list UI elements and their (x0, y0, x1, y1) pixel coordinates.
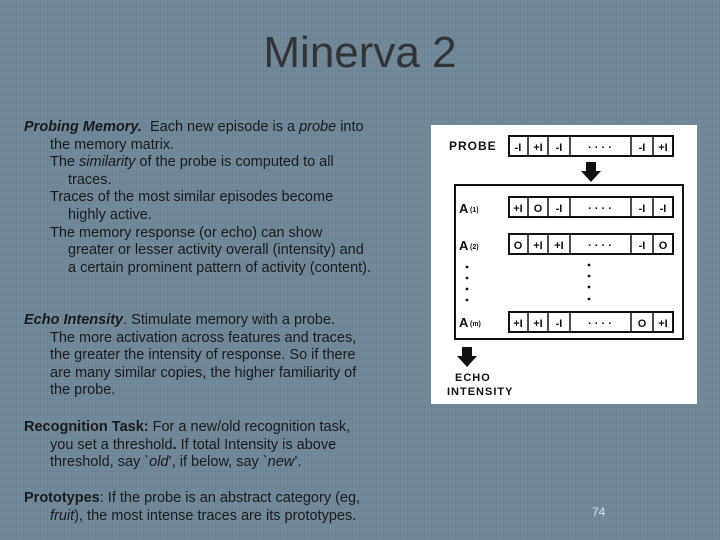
trace-row-1 (459, 197, 673, 217)
echo-intensity-heading: Echo Intensity (24, 312, 124, 328)
probe-arrow-icon (581, 162, 601, 182)
svg-text:+I: +I (533, 240, 543, 252)
trace-m-label: A (459, 315, 469, 330)
probe-cell-6: +I (658, 142, 668, 154)
svg-text:+I: +I (658, 318, 668, 330)
slide-title: Minerva 2 (263, 28, 457, 77)
probe-label: PROBE (449, 139, 497, 153)
svg-text:O: O (513, 240, 523, 252)
trace-2-subscript: (2) (470, 244, 479, 251)
svg-text:· · · ·: · · · · (588, 240, 612, 252)
svg-text:-I: -I (555, 203, 563, 215)
trace-2-label: A (459, 238, 469, 253)
probing-memory-heading: Probing Memory. (24, 119, 142, 135)
svg-text:-I: -I (555, 318, 563, 330)
probing-memory-section: Probing Memory. Each new episode is a probe into the memory matrix. The similarity of the probe is computed to all traces. Traces of the most similar episodes become highly active. The memory response (or echo) can show greater or lesser activity overall (intensity) and a certain prominent pattern of activity (content). (24, 119, 372, 276)
svg-text:-I: -I (659, 203, 667, 215)
probe-cell-dots: · · · · (588, 142, 612, 154)
svg-text:O: O (637, 318, 647, 330)
svg-text:· · · ·: · · · · (588, 318, 612, 330)
recognition-task-heading: Recognition Task: (24, 419, 149, 435)
vertical-ellipsis-icon (466, 264, 591, 302)
echo-intensity-section: Echo Intensity. Stimulate memory with a probe. The more activation across features and traces, the greater the intensity of response. So if there are many similar copies, the higher familiarity of the probe. (24, 312, 357, 399)
echo-label: ECHO (455, 372, 491, 384)
trace-m-subscript: (m) (470, 321, 481, 328)
svg-text:+I: +I (554, 240, 564, 252)
svg-text:O: O (658, 240, 668, 252)
probe-cell-1: -I (514, 142, 522, 154)
svg-text:+I: +I (513, 203, 523, 215)
svg-text:-I: -I (638, 203, 646, 215)
trace-row-2 (459, 234, 673, 254)
prototypes-heading: Prototypes (24, 490, 100, 506)
trace-1-label: A (459, 201, 469, 216)
page-number: 74 (592, 505, 606, 519)
svg-text:O: O (533, 203, 543, 215)
prototypes-section: Prototypes: If the probe is an abstract category (eg, fruit), the most intense traces are its prototypes. (24, 490, 361, 524)
svg-text:+I: +I (513, 318, 523, 330)
probe-cell-3: -I (555, 142, 563, 154)
echo-arrow-icon (457, 347, 477, 367)
probe-cell-2: +I (533, 142, 543, 154)
trace-row-m (459, 312, 673, 332)
recognition-task-section: Recognition Task: For a new/old recognition task, you set a threshold. If total Intensity is above threshold, say `old’, if below, say `new’. (24, 419, 351, 471)
minerva-diagram (431, 125, 697, 404)
probe-row (509, 136, 673, 156)
minerva-diagram-svg (431, 125, 697, 404)
intensity-label: INTENSITY (447, 386, 514, 398)
svg-text:· · · ·: · · · · (588, 203, 612, 215)
svg-text:-I: -I (638, 240, 646, 252)
svg-text:+I: +I (533, 318, 543, 330)
probe-cell-5: -I (638, 142, 646, 154)
trace-1-subscript: (1) (470, 207, 479, 214)
memory-matrix-box (455, 185, 683, 339)
